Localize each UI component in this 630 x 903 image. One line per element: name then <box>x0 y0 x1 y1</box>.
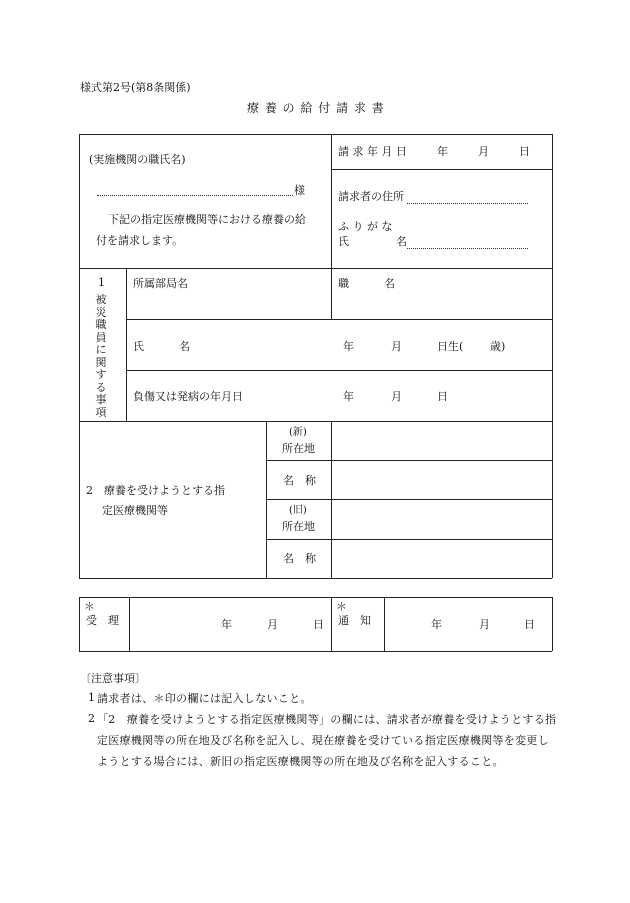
section1-vertical-char: 災 <box>95 305 107 319</box>
note-2-text: 「2 療養を受けようとする指定医療機関等」の欄には、請求者が療養を受けようとする指定医療機関等の所在地及び名称を記入し、現在療養を受けている指定医療機関等を変更しようとする場合には、新旧の指定医療機関等の所在地及び名称を記入すること。 <box>97 713 557 768</box>
sama-text: 様 <box>294 184 305 197</box>
request-date-month: 月 <box>478 145 489 158</box>
old-name-label: 名 称 <box>283 552 316 565</box>
received-asterisk: ＊ <box>84 600 95 613</box>
notes-heading: 〔注意事項〕 <box>80 672 146 685</box>
dept-label: 所属部局名 <box>133 277 188 290</box>
injury-day: 日 <box>437 390 448 403</box>
notice-year: 年 <box>431 618 442 631</box>
addressee-field[interactable] <box>97 195 293 196</box>
received-year: 年 <box>221 618 232 631</box>
form-title: 療 養 の 給 付 請 求 書 <box>247 101 385 115</box>
claimant-name-field[interactable] <box>407 248 528 249</box>
section1-vertical-char: 事 <box>95 393 107 406</box>
section1-vertical-char: 被 <box>95 293 107 306</box>
injury-month: 月 <box>391 390 402 403</box>
request-date-year: 年 <box>437 145 448 158</box>
notice-asterisk: ＊ <box>336 600 347 613</box>
note-2-number: 2 <box>88 712 95 725</box>
note-1-text: 請求者は、＊印の欄には記入しないこと。 <box>97 692 312 705</box>
claimant-address-label: 請求者の住所 <box>338 190 404 203</box>
old-location-label: 所在地 <box>282 520 315 533</box>
request-text-line1: 下記の指定医療機関等における療養の給 <box>108 213 306 226</box>
birth-year: 年 <box>343 340 354 353</box>
employee-name-suffix: 名 <box>179 340 190 353</box>
section1-number: 1 <box>98 276 105 289</box>
notice-day: 日 <box>524 618 535 631</box>
section1-vertical-heading <box>94 294 108 419</box>
received-label: 受 理 <box>86 614 119 627</box>
received-day: 日 <box>313 618 324 631</box>
new-location-label: 所在地 <box>282 442 315 455</box>
employee-name-prefix: 氏 <box>133 340 144 353</box>
injury-date-label: 負傷又は発病の年月日 <box>133 390 243 403</box>
section1-vertical-char: 項 <box>95 405 107 419</box>
form-number: 様式第2号(第8条関係) <box>80 81 191 94</box>
new-name-label: 名 称 <box>283 474 316 487</box>
notice-label: 通 知 <box>338 614 371 627</box>
job-title-prefix: 職 <box>338 277 349 290</box>
section1-vertical-char: 員 <box>95 330 107 344</box>
birth-month: 月 <box>391 340 402 353</box>
claimant-name-prefix: 氏 <box>338 235 349 248</box>
section1-vertical-char: る <box>95 380 107 394</box>
section1-vertical-char: す <box>95 368 107 381</box>
age: 歳) <box>490 340 506 353</box>
old-marker: (旧) <box>289 505 307 516</box>
section1-vertical-char: に <box>95 343 107 356</box>
injury-year: 年 <box>343 390 354 403</box>
request-date-day: 日 <box>519 145 530 158</box>
section2-label-line2: 定医療機関等 <box>102 504 168 517</box>
received-month: 月 <box>267 618 278 631</box>
section2-label-line1: 2 療養を受けようとする指 <box>86 484 225 497</box>
claimant-address-field[interactable] <box>407 203 528 204</box>
request-text-line2: 付を請求します。 <box>96 234 184 247</box>
notice-month: 月 <box>479 618 490 631</box>
addressee-label: (実施機関の職氏名) <box>89 153 186 166</box>
section1-vertical-char: 関 <box>95 355 107 369</box>
new-marker: (新) <box>289 427 307 438</box>
furigana-label: ふ り が な <box>338 220 393 233</box>
request-date-label: 請 求 年 月 日 <box>338 145 407 158</box>
job-title-suffix: 名 <box>384 277 395 290</box>
note-1-number: 1 <box>88 691 95 704</box>
section1-vertical-char: 職 <box>95 318 107 331</box>
claimant-name-suffix: 名 <box>396 235 407 248</box>
birth-day: 日生( <box>437 340 464 353</box>
